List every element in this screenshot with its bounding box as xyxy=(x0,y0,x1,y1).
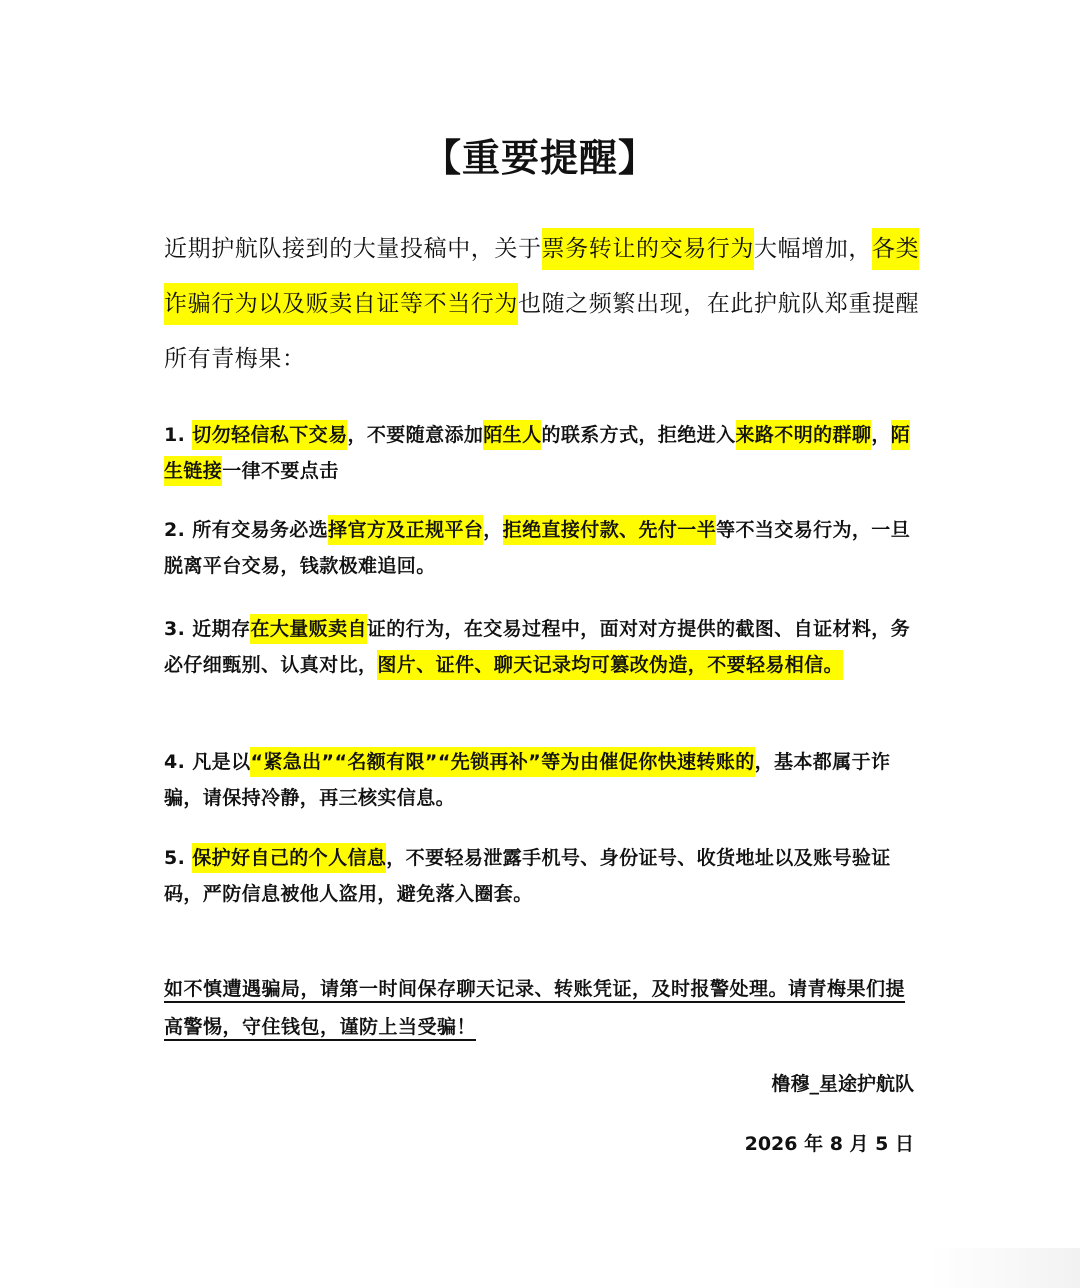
closing-text: 如不慎遭遇骗局，请第一时间保存聊天记录、转账凭证，及时报警处理。请青梅果们提高警惕，守住钱包，谨防上当受骗！ xyxy=(164,978,906,1038)
item-2-text-3: 等不当交易行为，一旦脱离平台交易，钱款极难追回。 xyxy=(164,519,911,577)
item-5-text-1: ，不要轻易泄露手机号、身份证号、收货地址以及账号验证码，严防信息被他人盗用，避免落入圈套。 xyxy=(164,847,891,905)
item-2-number: 2. xyxy=(164,519,186,541)
item-1-highlight-4: 陌生链接 xyxy=(164,420,910,486)
item-4-highlight-1: “紧急出”“名额有限”“先锁再补”等为由催促你快速转账的 xyxy=(250,747,754,777)
item-3-number: 3. xyxy=(164,618,186,640)
list-item-5 xyxy=(164,840,920,912)
signature: 橹穆_星途护航队 xyxy=(771,1073,914,1095)
item-2-text-2: ， xyxy=(483,519,503,541)
intro-highlight-2: 各类诈骗行为以及贩卖自证等不当行为 xyxy=(164,228,919,325)
intro-text-3: 也随之频繁出现，在此护航队郑重提醒所有青梅果： xyxy=(164,291,920,372)
item-2-text-1: 所有交易务必选 xyxy=(192,519,329,541)
intro-text-1: 近期护航队接到的大量投稿中，关于 xyxy=(164,236,542,262)
item-2-highlight-1: 择官方及正规平台 xyxy=(328,515,483,545)
list-item-1 xyxy=(164,417,920,489)
item-1-highlight-1: 切勿轻信私下交易 xyxy=(192,420,347,450)
item-3-text-1: 近期存 xyxy=(192,618,251,640)
intro-paragraph xyxy=(164,222,920,387)
list-item-3 xyxy=(164,611,920,683)
item-4-number: 4. xyxy=(164,751,186,773)
page-title: 【重要提醒】 xyxy=(422,135,657,180)
item-1-text-1: ，不要随意添加 xyxy=(347,424,484,446)
item-1-highlight-2: 陌生人 xyxy=(483,420,541,450)
item-4-text-2: ，基本都属于诈骗，请保持冷静，再三核实信息。 xyxy=(164,751,891,809)
intro-highlight-1: 票务转让的交易行为 xyxy=(542,228,754,270)
date: 2026 年 8 月 5 日 xyxy=(744,1133,914,1155)
item-1-highlight-3: 来路不明的群聊 xyxy=(736,420,872,450)
item-1-number: 1. xyxy=(164,424,186,446)
corner-shadow xyxy=(930,1248,1080,1288)
item-1-text-2: 的联系方式，拒绝进入 xyxy=(541,424,736,446)
closing-notice xyxy=(164,970,920,1046)
item-3-text-2: 证的行为，在交易过程中，面对对方提供的截图、自证材料，务必仔细甄别、认真对比， xyxy=(164,618,911,676)
item-5-highlight-1: 保护好自己的个人信息 xyxy=(192,843,386,873)
item-3-highlight-2: 图片、证件、聊天记录均可篡改伪造，不要轻易相信。 xyxy=(377,650,843,680)
list-item-2 xyxy=(164,512,920,584)
item-4-text-1: 凡是以 xyxy=(192,751,251,773)
intro-text-2: 大幅增加， xyxy=(754,236,873,262)
item-1-text-4: 一律不要点击 xyxy=(222,460,339,482)
item-1-text-3: ， xyxy=(871,424,891,446)
list-item-4 xyxy=(164,744,920,816)
item-3-highlight-1: 在大量贩卖自 xyxy=(250,614,366,644)
item-2-highlight-2: 拒绝直接付款、先付一半 xyxy=(503,515,716,545)
item-5-number: 5. xyxy=(164,847,186,869)
